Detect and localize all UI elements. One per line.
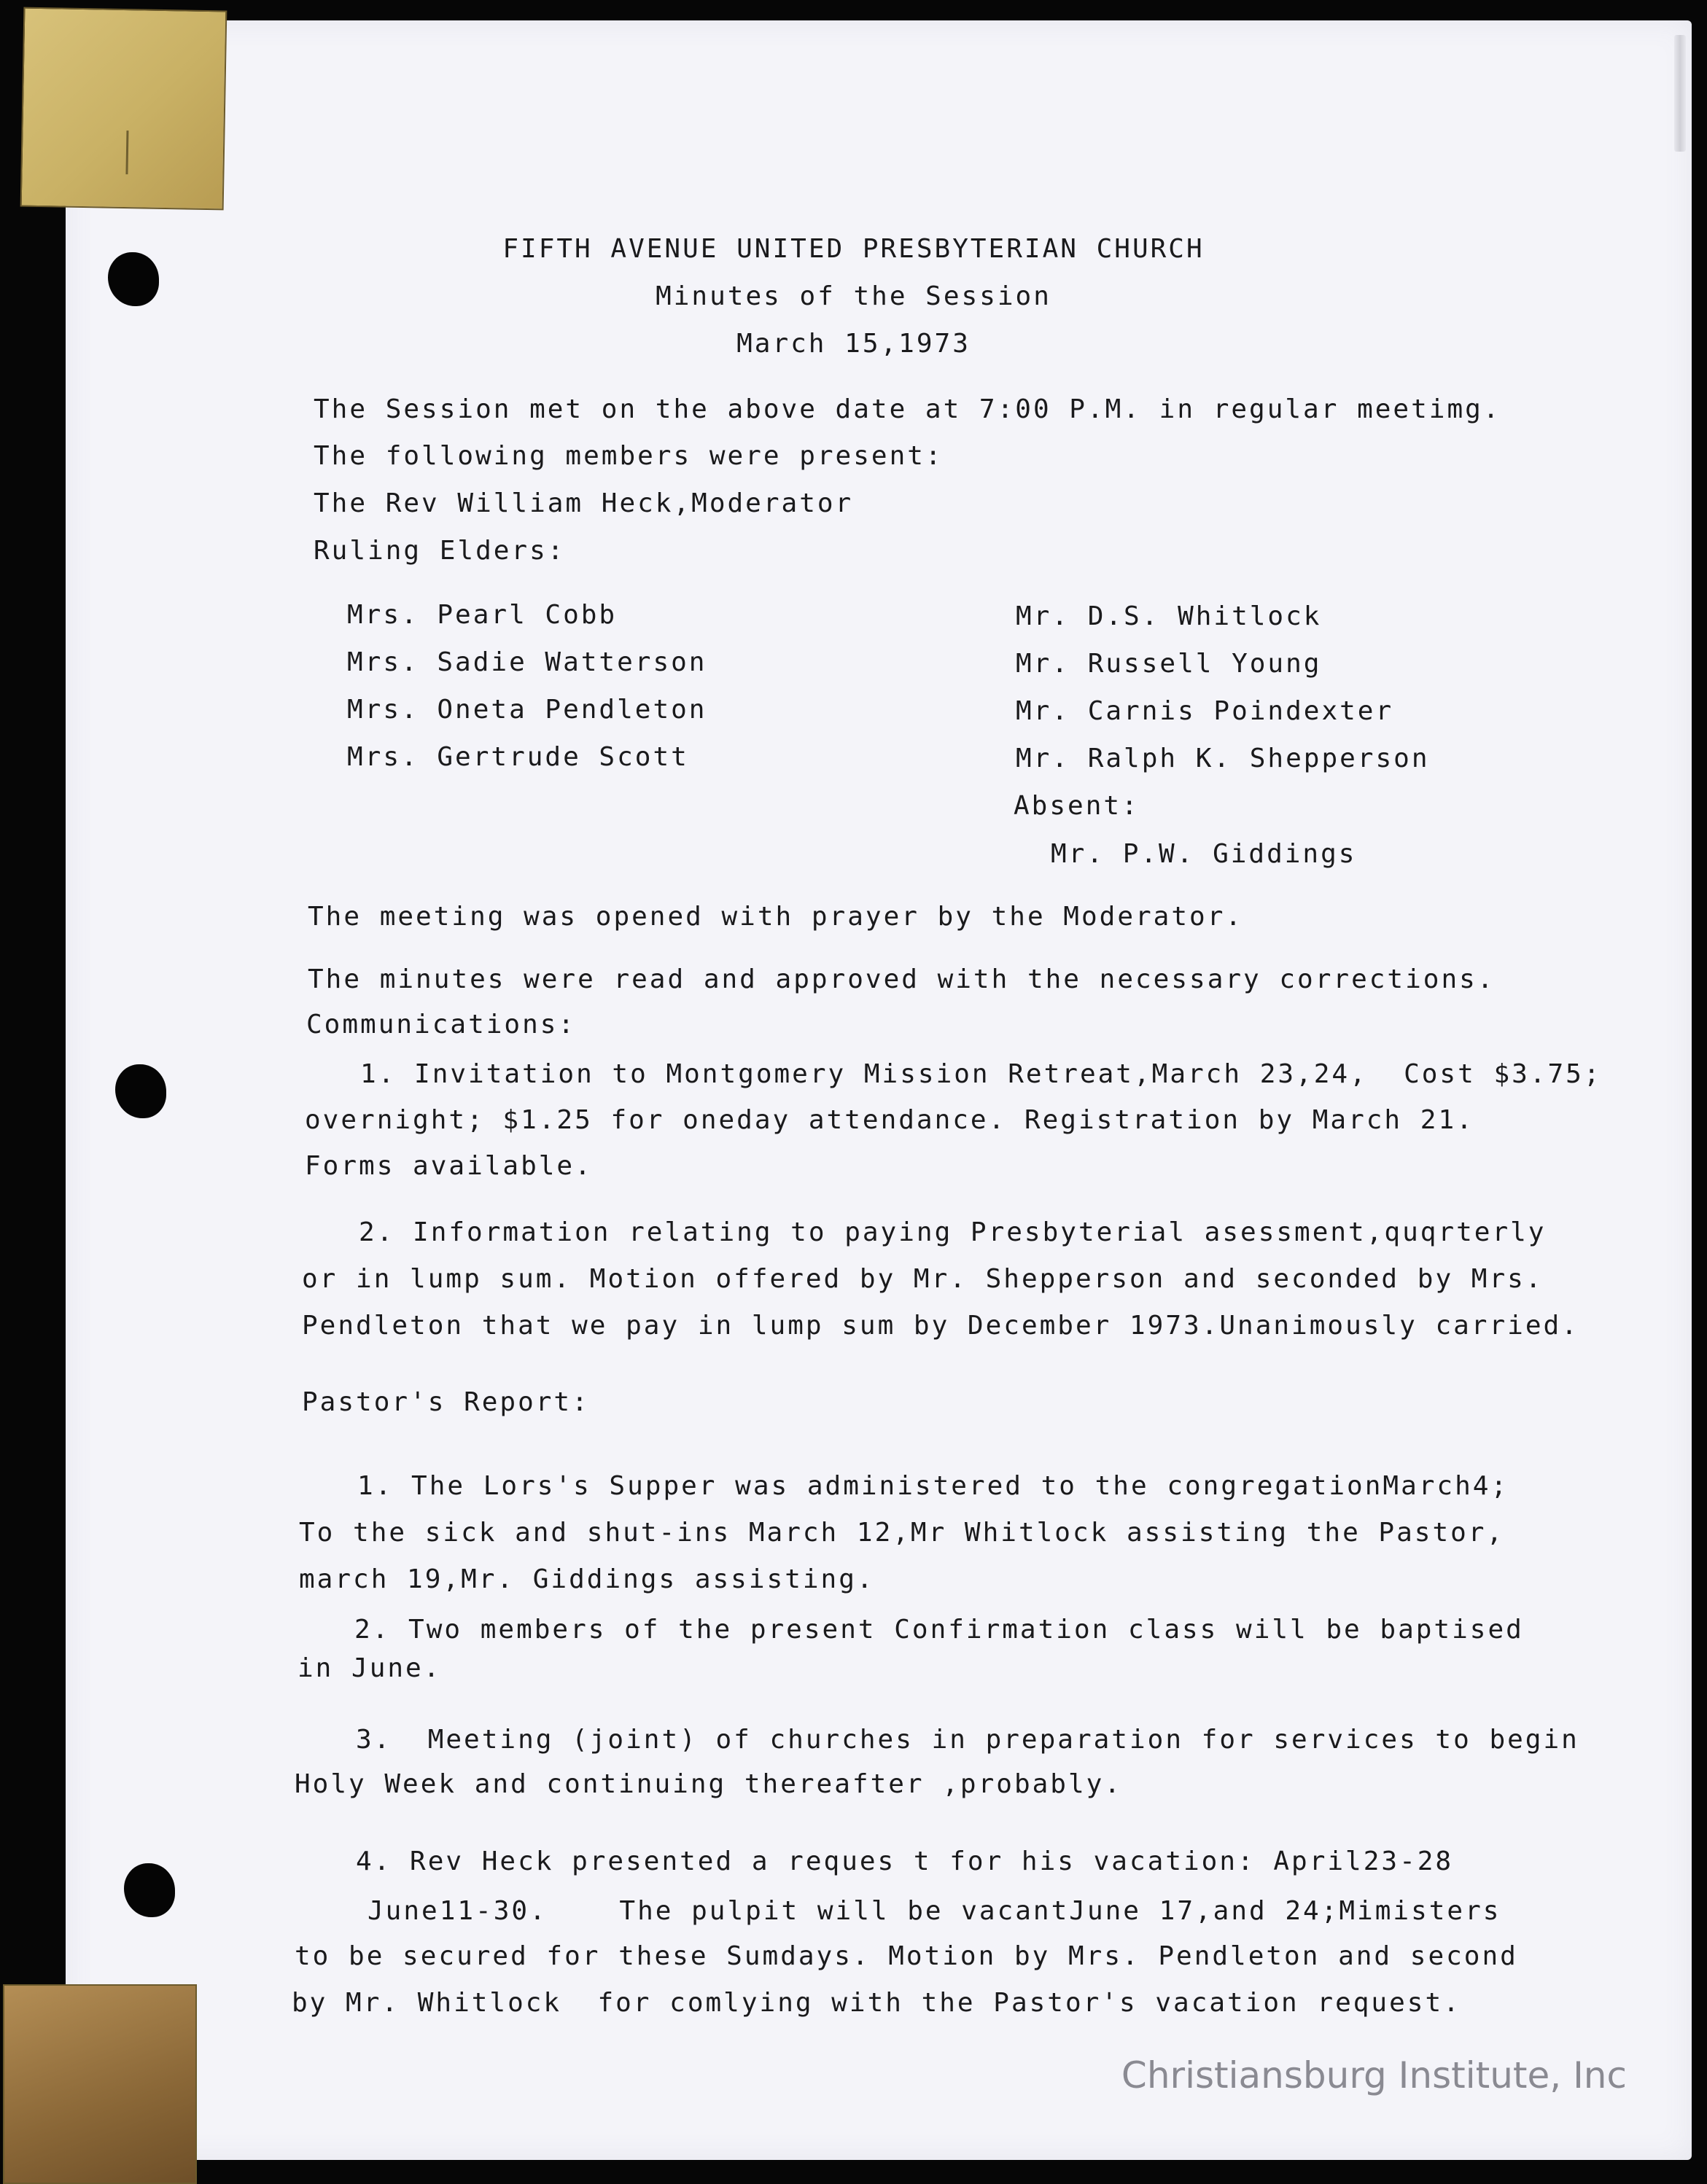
elder-name: Mr. Russell Young <box>1016 649 1322 679</box>
watermark-text: Christiansburg Institute, Inc <box>1121 2054 1627 2097</box>
elder-name: Mrs. Pearl Cobb <box>347 600 618 630</box>
intro-line: The Session met on the above date at 7:00 P.M. in regular meetimg. <box>314 394 1501 424</box>
report-item: To the sick and shut-ins March 12,Mr Whitlock assisting the Pastor, <box>299 1518 1505 1548</box>
ruling-elders-label: Ruling Elders: <box>314 536 566 566</box>
communication-item: 1. Invitation to Montgomery Mission Retreat,March 23,24, Cost $3.75; <box>360 1059 1602 1089</box>
report-item: Holy Week and continuing thereafter ,probably. <box>295 1769 1122 1799</box>
document-subtitle: Minutes of the Session <box>656 281 1051 311</box>
pastors-report-label: Pastor's Report: <box>302 1387 590 1417</box>
elder-name: Mr. D.S. Whitlock <box>1016 601 1322 631</box>
report-item: to be secured for these Sumdays. Motion by Mrs. Pendleton and second <box>295 1941 1518 1971</box>
meeting-date: March 15,1973 <box>736 329 971 359</box>
elder-name: Mrs. Oneta Pendleton <box>347 695 707 725</box>
elder-name: Mr. Carnis Poindexter <box>1016 696 1394 726</box>
intro-line: The following members were present: <box>314 441 944 471</box>
minutes-approval: The minutes were read and approved with the necessary corrections. <box>308 964 1496 994</box>
report-item: June11-30. The pulpit will be vacantJune 17,and 24;Mimisters <box>368 1896 1501 1926</box>
church-title: FIFTH AVENUE UNITED PRESBYTERIAN CHURCH <box>502 234 1205 264</box>
report-item: in June. <box>298 1653 442 1683</box>
elder-name: Mrs. Sadie Watterson <box>347 647 707 677</box>
communication-item: Pendleton that we pay in lump sum by December 1973.Unanimously carried. <box>302 1311 1579 1341</box>
report-item: 4. Rev Heck presented a reques t for his vacation: April23-28 <box>356 1846 1454 1876</box>
report-item: 3. Meeting (joint) of churches in preparation for services to begin <box>356 1725 1579 1755</box>
elder-name: Mrs. Gertrude Scott <box>347 742 689 772</box>
communication-item: 2. Information relating to paying Presbyterial asessment,quqrterly <box>359 1217 1547 1247</box>
communications-label: Communications: <box>306 1010 577 1040</box>
report-item: 2. Two members of the present Confirmation class will be baptised <box>354 1615 1524 1645</box>
communication-item: or in lump sum. Motion offered by Mr. Shepperson and seconded by Mrs. <box>302 1264 1544 1294</box>
report-item: by Mr. Whitlock for comlying with the Pastor's vacation request. <box>292 1988 1461 2018</box>
absent-member: Mr. P.W. Giddings <box>1051 839 1357 869</box>
opening-prayer: The meeting was opened with prayer by the Moderator. <box>308 902 1244 932</box>
elder-name: Mr. Ralph K. Shepperson <box>1016 744 1430 773</box>
communication-item: Forms available. <box>305 1151 593 1181</box>
report-item: 1. The Lors's Supper was administered to the congregationMarch4; <box>357 1471 1509 1501</box>
communication-item: overnight; $1.25 for oneday attendance. Registration by March 21. <box>305 1105 1474 1135</box>
moderator-line: The Rev William Heck,Moderator <box>314 488 854 518</box>
absent-label: Absent: <box>1014 791 1140 821</box>
report-item: march 19,Mr. Giddings assisting. <box>299 1564 875 1594</box>
